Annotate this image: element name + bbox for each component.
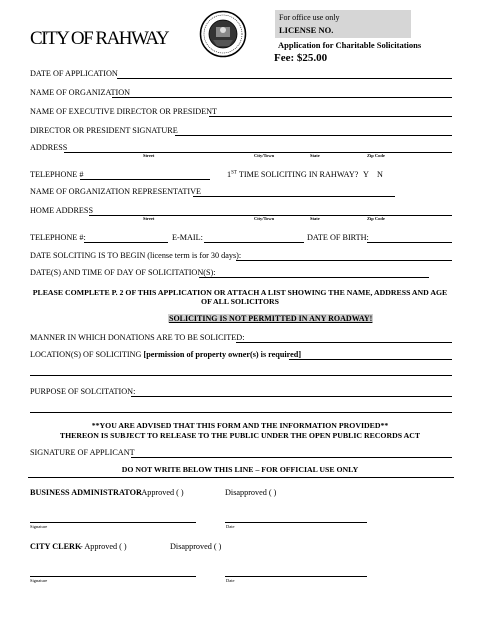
fee-label: Fee: $25.00 — [274, 52, 328, 64]
manner-line[interactable] — [236, 342, 452, 343]
complete-p2-line2: OF ALL SOLICITORS — [201, 297, 279, 306]
representative-label: NAME OF ORGANIZATION REPRESENTATIVE — [30, 187, 202, 196]
date-of-application-label: DATE OF APPLICATION — [30, 69, 118, 78]
location-line[interactable] — [289, 359, 452, 360]
executive-director-line[interactable] — [209, 116, 452, 117]
no-roadway-notice: SOLICITING IS NOT PERMITTED IN ANY ROADWAY! — [169, 314, 373, 323]
signature-applicant-label: SIGNATURE OF APPLICANT — [30, 448, 135, 457]
date-begin-line[interactable] — [236, 260, 452, 261]
date-begin-label: DATE SOLCITING IS TO BEGIN (license term is for 30 days): — [30, 251, 242, 260]
city-seal-icon — [199, 10, 247, 58]
advised-line2: THEREON IS SUBJECT TO RELEASE TO THE PUBLIC UNDER THE OPEN PUBLIC RECORDS ACT — [59, 431, 421, 440]
dates-times-label: DATE(S) AND TIME OF DAY OF SOLICITATION(S): — [30, 268, 216, 277]
address-state-label: State — [310, 153, 320, 158]
cc-date-caption: Date — [226, 578, 235, 583]
cc-signature-caption: Signature — [30, 578, 48, 583]
address-zip-label: Zip Code — [367, 153, 385, 158]
complete-p2-line1: PLEASE COMPLETE P. 2 OF THIS APPLICATION OR ATTACH A LIST SHOWING THE NAME, ADDRESS AND AGE — [32, 288, 448, 297]
first-time-sup: ST — [231, 170, 237, 176]
ba-signature-line[interactable] — [30, 522, 196, 523]
advised-line1: **YOU ARE ADVISED THAT THIS FORM AND THE INFORMATION PROVIDED** — [91, 421, 389, 430]
cc-approved[interactable]: - Approved ( ) — [80, 542, 127, 551]
official-divider — [28, 477, 454, 478]
location-label — [30, 350, 301, 359]
office-use-label: For office use only — [279, 13, 340, 22]
location-bold: [permission of property owner(s) is required] — [143, 350, 302, 359]
location-pre: LOCATION(S) OF SOLICITING — [30, 350, 144, 359]
manner-label: MANNER IN WHICH DONATIONS ARE TO BE SOLICITED: — [30, 333, 245, 342]
telephone2-label: TELEPHONE #: — [30, 233, 86, 242]
license-no-label: LICENSE NO. — [279, 25, 334, 35]
home-zip-label: Zip Code — [367, 216, 385, 221]
representative-line[interactable] — [193, 196, 395, 197]
location-line-2[interactable] — [30, 375, 452, 376]
home-address-label: HOME ADDRESS — [30, 206, 94, 215]
ba-signature-caption: Signature — [30, 524, 48, 529]
application-title: Application for Charitable Solicitations — [278, 40, 422, 50]
home-city-label: City/Town — [254, 216, 275, 221]
telephone-label: TELEPHONE # — [30, 170, 84, 179]
name-of-organization-line[interactable] — [112, 97, 452, 98]
signature-applicant-line[interactable] — [131, 457, 452, 458]
purpose-line[interactable] — [131, 396, 452, 397]
ba-disapproved[interactable]: Disapproved ( ) — [225, 488, 277, 497]
office-use-box — [275, 10, 411, 38]
email-line[interactable] — [204, 242, 304, 243]
purpose-label: PURPOSE OF SOLCITATION: — [30, 387, 136, 396]
date-of-application-line[interactable] — [117, 78, 452, 79]
director-signature-label: DIRECTOR OR PRESIDENT SIGNATURE — [30, 126, 178, 135]
email-label: E-MAIL: — [172, 233, 203, 242]
cc-disapproved[interactable]: Disapproved ( ) — [170, 542, 222, 551]
cc-date-line[interactable] — [225, 576, 367, 577]
name-of-organization-label: NAME OF ORGANIZATION — [30, 88, 131, 97]
do-not-write-notice: DO NOT WRITE BELOW THIS LINE – FOR OFFICIAL USE ONLY — [121, 465, 359, 474]
purpose-line-2[interactable] — [30, 412, 452, 413]
telephone-line[interactable] — [80, 179, 210, 180]
dob-label: DATE OF BIRTH: — [307, 233, 369, 242]
director-signature-line[interactable] — [175, 135, 452, 136]
address-street-label: Street — [143, 153, 155, 158]
city-clerk-label: CITY CLERK — [30, 542, 82, 551]
ba-date-caption: Date — [226, 524, 235, 529]
city-title: CITY OF RAHWAY — [30, 28, 169, 49]
home-state-label: State — [310, 216, 320, 221]
first-time-no[interactable]: N — [377, 170, 383, 179]
dob-line[interactable] — [367, 242, 452, 243]
first-time-pre: 1 — [227, 170, 232, 179]
dates-times-line[interactable] — [199, 277, 429, 278]
business-admin-label: BUSINESS ADMINISTRATOR — [30, 488, 142, 497]
home-street-label: Street — [143, 216, 155, 221]
address-city-label: City/Town — [254, 153, 275, 158]
telephone2-line[interactable] — [84, 242, 168, 243]
first-time-question — [227, 170, 358, 179]
ba-approved[interactable]: - Approved ( ) — [137, 488, 184, 497]
first-time-yes[interactable]: Y — [363, 170, 369, 179]
first-time-post: TIME SOLICITING IN RAHWAY? — [236, 170, 359, 179]
executive-director-label: NAME OF EXECUTIVE DIRECTOR OR PRESIDENT — [30, 107, 218, 116]
ba-date-line[interactable] — [225, 522, 367, 523]
cc-signature-line[interactable] — [30, 576, 196, 577]
address-label: ADDRESS — [30, 143, 68, 152]
